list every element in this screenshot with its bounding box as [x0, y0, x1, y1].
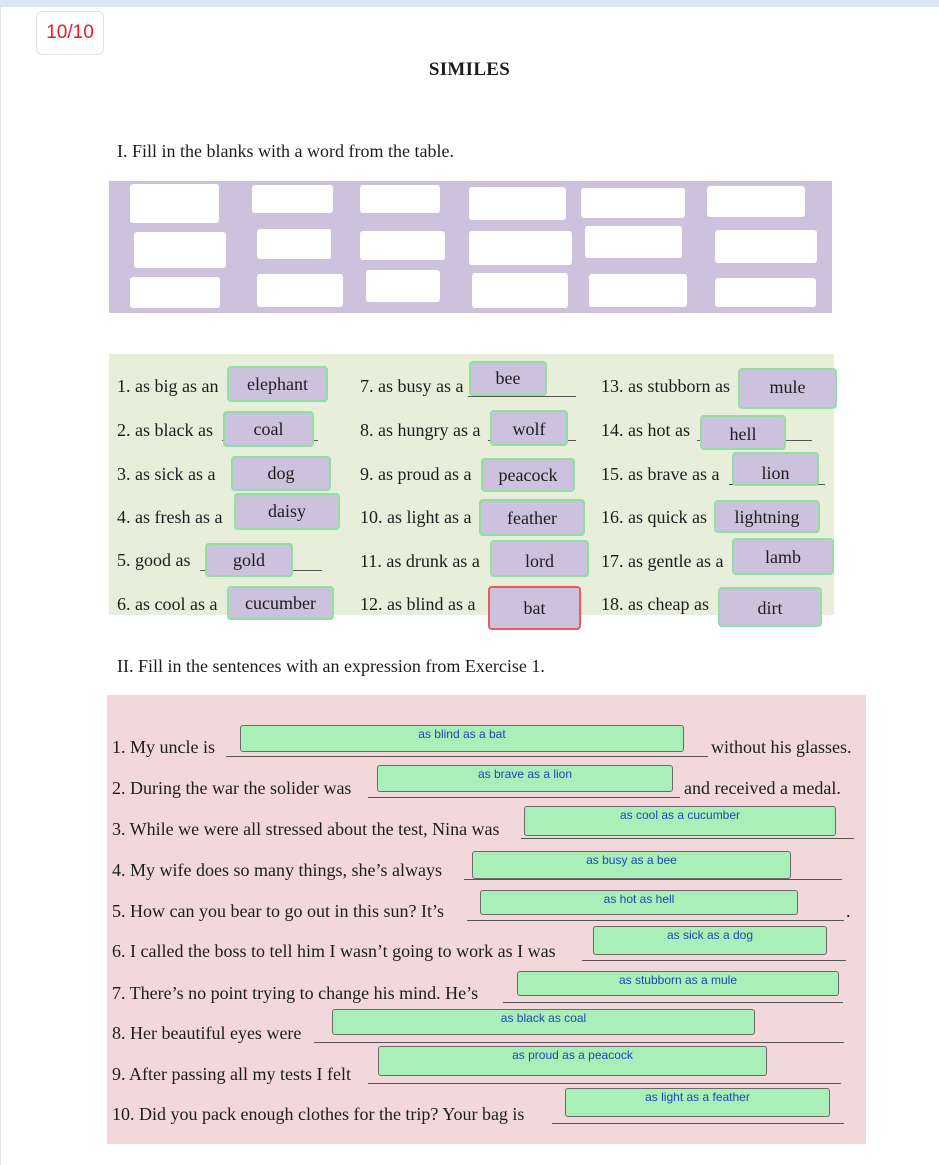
exercise-1-prompt: 13. as stubborn as — [601, 376, 730, 396]
exercise-1-prompt: 17. as gentle as a — [601, 551, 724, 571]
exercise-1-prompt: 3. as sick as a — [117, 464, 216, 484]
exercise-2-sentence: 8. Her beautiful eyes were — [112, 1023, 302, 1043]
exercise-1-prompt: 4. as fresh as a — [117, 507, 223, 527]
exercise-1-answer-box[interactable]: hell — [700, 415, 786, 450]
exercise-1-prompt: 8. as hungry as a — [360, 420, 481, 440]
exercise-1-answer-box[interactable]: lamb — [732, 538, 834, 575]
exercise-2-sentence: 6. I called the boss to tell him I wasn’t going to work as I was — [112, 941, 556, 961]
exercise-1-answer-box[interactable]: dirt — [718, 587, 822, 627]
word-bank-slot — [589, 274, 687, 307]
exercise-2-answer-box[interactable]: as sick as a dog — [593, 926, 827, 955]
exercise-1-answer-box[interactable]: lightning — [714, 500, 820, 533]
exercise-1-answer-box[interactable]: feather — [479, 499, 585, 536]
exercise-1-answer-box[interactable]: daisy — [234, 493, 340, 530]
instruction-exercise-1: I. Fill in the blanks with a word from the table. — [117, 141, 454, 161]
exercise-2-sentence: 9. After passing all my tests I felt — [112, 1064, 351, 1084]
exercise-1-answer-box[interactable]: dog — [231, 456, 331, 491]
exercise-2-answer-box[interactable]: as cool as a cucumber — [524, 806, 836, 836]
exercise-2-answer-box[interactable]: as black as coal — [332, 1009, 755, 1035]
blank-underline — [468, 396, 576, 397]
blank-underline — [226, 756, 708, 757]
exercise-1-answer-box[interactable]: lord — [490, 540, 589, 577]
exercise-1-prompt: 12. as blind as a — [360, 594, 476, 614]
word-bank-slot — [366, 270, 440, 302]
exercise-2-sentence: 1. My uncle is — [112, 737, 215, 757]
exercise-2-answer-box[interactable]: as proud as a peacock — [378, 1046, 767, 1076]
blank-underline — [552, 1123, 844, 1124]
exercise-1-prompt: 6. as cool as a — [117, 594, 218, 614]
exercise-1-prompt: 11. as drunk as a — [360, 551, 480, 571]
exercise-1-prompt: 7. as busy as a — [360, 376, 464, 396]
blank-underline — [467, 920, 844, 921]
exercise-1-answer-box[interactable]: bee — [469, 361, 547, 396]
blank-underline — [368, 797, 680, 798]
word-bank-slot — [469, 231, 572, 265]
exercise-2-sentence: 7. There’s no point trying to change his mind. He’s — [112, 983, 479, 1003]
blank-underline — [521, 838, 854, 839]
word-bank-slot — [581, 188, 685, 218]
blank-underline — [368, 1083, 841, 1084]
blank-underline — [503, 1002, 843, 1003]
word-bank-slot — [130, 184, 219, 223]
exercise-1-prompt: 9. as proud as a — [360, 464, 472, 484]
exercise-1-answer-box[interactable]: gold — [205, 543, 293, 577]
word-bank-slot — [472, 273, 568, 308]
exercise-1-answer-box[interactable]: mule — [738, 368, 837, 409]
exercise-1-answer-box[interactable]: peacock — [481, 458, 575, 492]
exercise-1-answer-box[interactable]: cucumber — [227, 586, 334, 620]
exercise-1-answer-box[interactable]: bat — [488, 586, 581, 630]
exercise-1-answer-box[interactable]: lion — [732, 452, 819, 486]
exercise-2-sentence-end: and received a medal. — [684, 778, 841, 798]
exercise-1-answer-box[interactable]: wolf — [490, 410, 568, 446]
word-bank-slot — [360, 231, 445, 260]
exercise-2-sentence: 10. Did you pack enough clothes for the trip? Your bag is — [112, 1104, 525, 1124]
exercise-1-prompt: 16. as quick as — [601, 507, 707, 527]
instruction-exercise-2: II. Fill in the sentences with an expression from Exercise 1. — [117, 656, 545, 676]
exercise-2-answer-box[interactable]: as light as a feather — [565, 1088, 830, 1117]
word-bank-slot — [469, 187, 566, 220]
exercise-2-sentence: 4. My wife does so many things, she’s always — [112, 860, 442, 880]
word-bank-slot — [134, 232, 226, 268]
page-edge — [0, 7, 1, 1165]
word-bank-slot — [257, 274, 343, 307]
word-bank-slot — [585, 226, 682, 258]
word-bank-slot — [707, 186, 805, 217]
word-bank-slot — [715, 230, 817, 263]
exercise-2-sentence-end: without his glasses. — [711, 737, 852, 757]
top-bar — [0, 0, 939, 7]
exercise-2-answer-box[interactable]: as brave as a lion — [377, 765, 673, 792]
exercise-1-prompt: 1. as big as an — [117, 376, 219, 396]
word-bank-slot — [252, 185, 333, 213]
exercise-2-answer-box[interactable]: as stubborn as a mule — [517, 971, 839, 996]
word-bank-slot — [715, 278, 816, 307]
exercise-2-answer-box[interactable]: as blind as a bat — [240, 725, 684, 752]
blank-underline — [464, 879, 842, 880]
exercise-1-prompt: 14. as hot as — [601, 420, 690, 440]
blank-underline — [314, 1042, 844, 1043]
exercise-1-prompt: 15. as brave as a — [601, 464, 720, 484]
exercise-1-prompt: 5. good as — [117, 550, 191, 570]
word-bank-slot — [130, 277, 220, 308]
blank-underline — [582, 960, 846, 961]
word-bank-slot — [257, 229, 331, 259]
exercise-2-sentence: 2. During the war the solider was — [112, 778, 352, 798]
word-bank — [109, 181, 832, 313]
exercise-1-answer-box[interactable]: coal — [223, 411, 314, 447]
exercise-1-prompt: 18. as cheap as — [601, 594, 709, 614]
exercise-1-answer-box[interactable]: elephant — [227, 366, 328, 402]
exercise-2-sentence-end: . — [846, 901, 851, 921]
exercise-1-prompt: 10. as light as a — [360, 507, 472, 527]
word-bank-slot — [360, 185, 440, 213]
page-title: SIMILES — [428, 59, 511, 80]
exercise-1-prompt: 2. as black as — [117, 420, 213, 440]
exercise-2-sentence: 5. How can you bear to go out in this sun? It’s — [112, 901, 444, 921]
exercise-2-answer-box[interactable]: as busy as a bee — [472, 851, 791, 879]
score-badge: 10/10 — [36, 11, 104, 55]
exercise-2-sentence: 3. While we were all stressed about the test, Nina was — [112, 819, 500, 839]
exercise-2-answer-box[interactable]: as hot as hell — [480, 890, 798, 915]
